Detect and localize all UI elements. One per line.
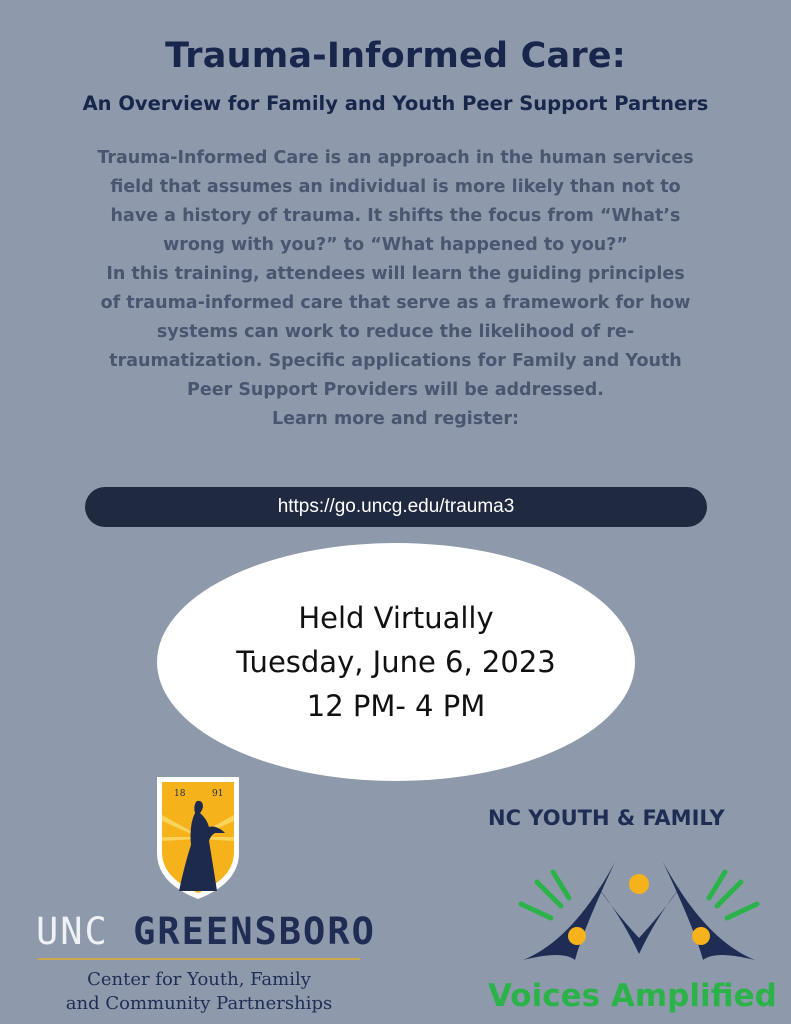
shield-year-left: 18 bbox=[174, 789, 186, 799]
center-name bbox=[38, 968, 360, 1016]
minerva-shield-icon bbox=[155, 775, 241, 901]
wordmark-unc: UNC bbox=[36, 910, 109, 953]
center-name-line-1: Center for Youth, Family bbox=[87, 969, 311, 990]
registration-link[interactable]: https://go.uncg.edu/trauma3 bbox=[85, 487, 707, 527]
event-date: Tuesday, June 6, 2023 bbox=[236, 645, 556, 679]
flyer-title: Trauma-Informed Care: bbox=[165, 36, 626, 76]
event-details-oval bbox=[157, 543, 635, 781]
flyer-description bbox=[95, 144, 696, 434]
nc-youth-family-title: NC YOUTH & FAMILY bbox=[488, 806, 725, 830]
description-paragraph-1: Trauma-Informed Care is an approach in the human services field that assumes an individual is more likely than not to have a history of trauma. It shifts the focus from “What’s wrong with you?” to “What happened to you?” bbox=[97, 148, 694, 255]
wordmark-greensboro: GREENSBORO bbox=[133, 910, 376, 953]
center-name-line-2: and Community Partnerships bbox=[65, 993, 333, 1014]
voices-amplified-icon bbox=[503, 848, 775, 978]
voices-amplified-tagline: Voices Amplified bbox=[488, 978, 777, 1014]
event-format: Held Virtually bbox=[298, 601, 494, 635]
wordmark-divider bbox=[38, 958, 360, 960]
register-label: Learn more and register: bbox=[271, 409, 520, 429]
unc-greensboro-wordmark bbox=[36, 910, 376, 953]
flyer-subtitle: An Overview for Family and Youth Peer Support Partners bbox=[82, 92, 709, 115]
shield-year-right: 91 bbox=[212, 789, 224, 799]
description-paragraph-2: In this training, attendees will learn the guiding principles of trauma-informed care that serve as a framework for how systems can work to reduce the likelihood of re-traumatization. Specific applications for Family and Youth Peer Support Providers will be addressed. bbox=[100, 264, 691, 400]
event-time: 12 PM- 4 PM bbox=[306, 689, 486, 723]
